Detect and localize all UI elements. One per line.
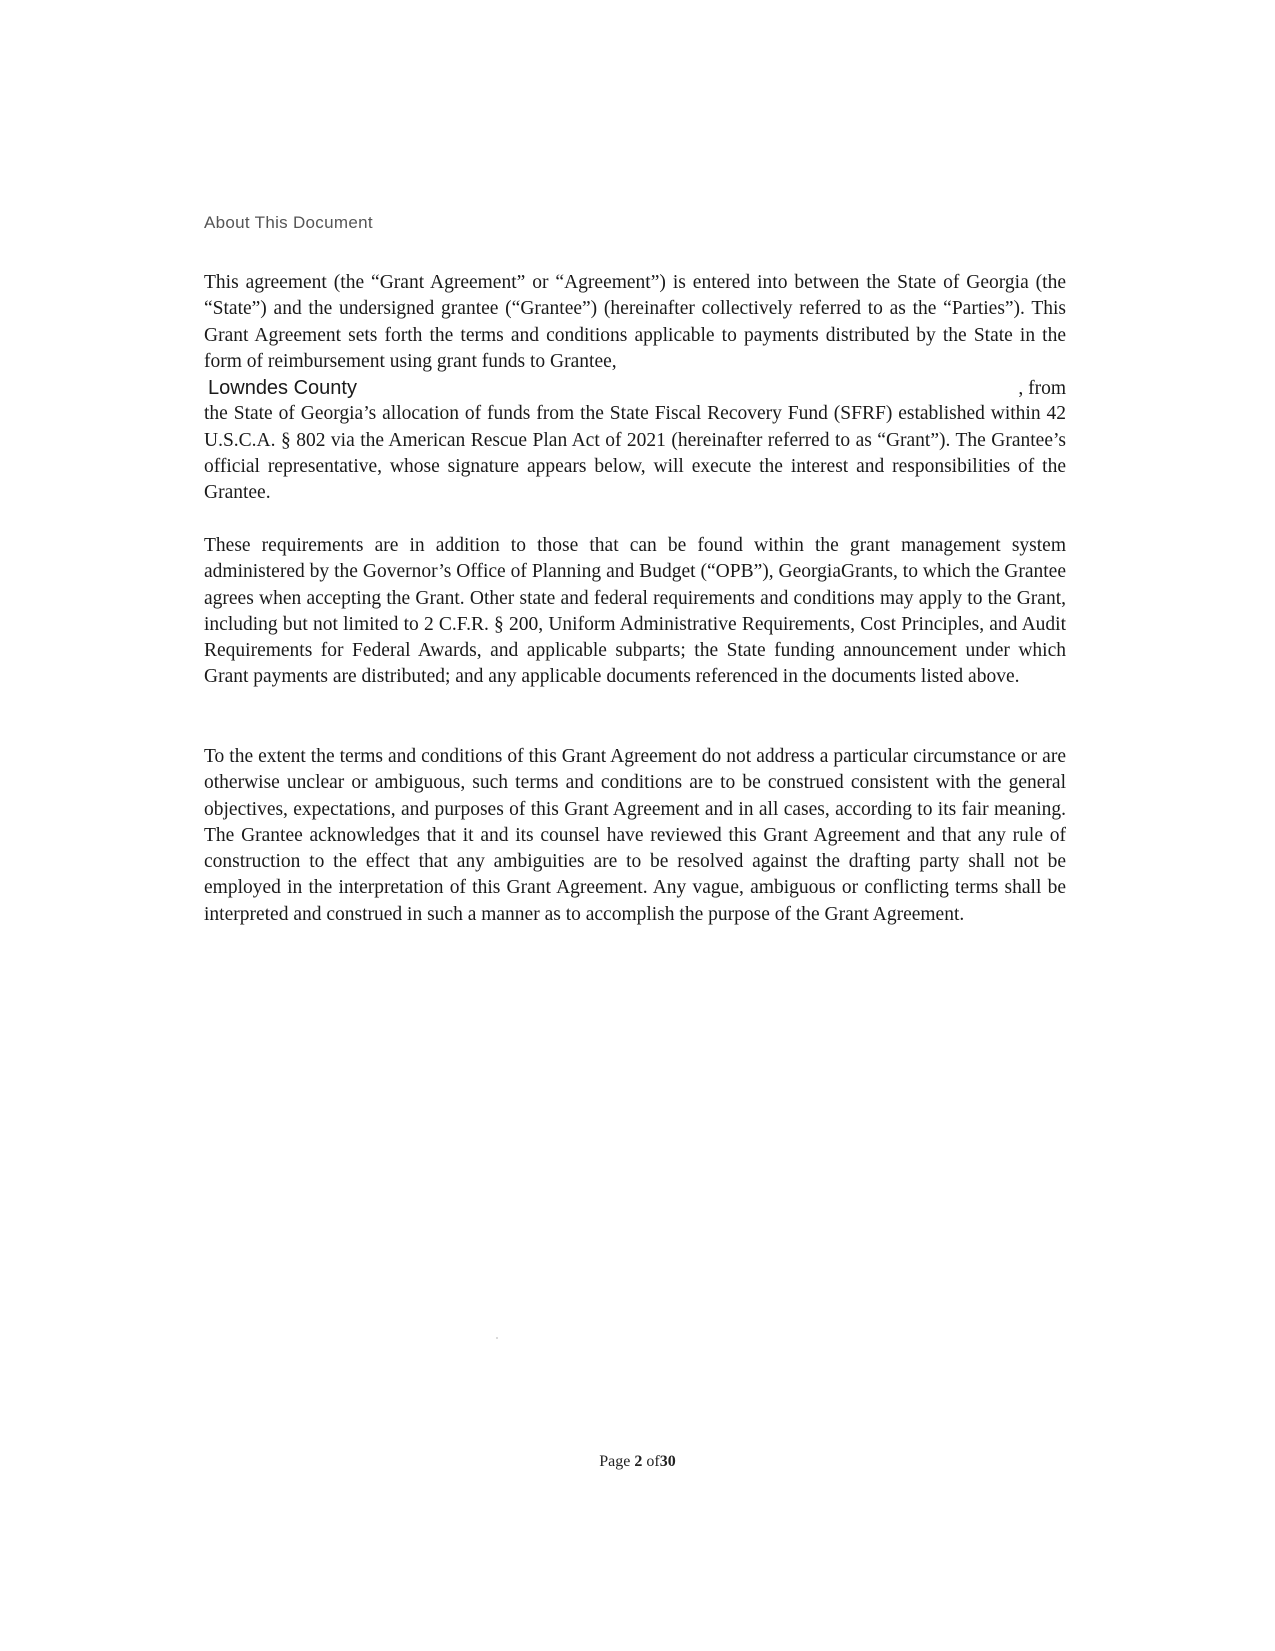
total-page-count: 30 <box>659 1453 676 1470</box>
paragraph-requirements: These requirements are in addition to those that can be found within the grant management system administered by the Governor’s Office of Planning and Budget (“OPB”), GeorgiaGrants, to which the Grantee agrees when accepting the Grant. Other state and federal requirements and conditions may apply to the Grant, including but not limited to 2 C.F.R. § 200, Uniform Administrative Requirements, Cost Principles, and Audit Requirements for Federal Awards, and applicable subparts; the State funding announcement under which Grant payments are distributed; and any applicable documents referenced in the documents listed above. <box>204 535 1066 688</box>
paragraph-agreement-intro <box>204 270 1066 507</box>
of-word: of <box>646 1453 660 1470</box>
grantee-name-line <box>204 375 1066 401</box>
paragraph-construction: To the extent the terms and conditions of this Grant Agreement do not address a particular circumstance or are otherwise unclear or ambiguous, such terms and conditions are to be construed consistent with the general objectives, expectations, and purposes of this Grant Agreement and in all cases, according to its fair meaning. The Grantee acknowledges that it and its counsel have reviewed this Grant Agreement and that any rule of construction to the effect that any ambiguities are to be resolved against the drafting party shall not be employed in the interpretation of this Grant Agreement. Any vague, ambiguous or conflicting terms shall be interpreted and construed in such a manner as to accomplish the purpose of the Grant Agreement. <box>204 746 1066 925</box>
document-heading: About This Document <box>204 213 373 232</box>
paragraph-intro-text: This agreement (the “Grant Agreement” or “Agreement”) is entered into between the State of Georgia (the “State”) and the undersigned grantee (“Grantee”) (hereinafter collectively referred to as the “Parties”). This Grant Agreement sets forth the terms and conditions applicable to payments distributed by the State in the form of reimbursement using grant funds to Grantee, <box>204 272 1066 372</box>
from-word: , from <box>1018 378 1066 400</box>
grantee-name-field: Lowndes County <box>208 377 357 400</box>
page-word: Page <box>599 1453 631 1470</box>
paragraph-intro-continuation: the State of Georgia’s allocation of funds from the State Fiscal Recovery Fund (SFRF) established within 42 U.S.C.A. § 802 via the American Rescue Plan Act of 2021 (hereinafter referred to as “Grant”). The Grantee’s official representative, whose signature appears below, will execute the interest and responsibilities of the Grantee. <box>204 403 1066 504</box>
page-footer <box>0 1453 1275 1471</box>
current-page-number: 2 <box>634 1453 643 1470</box>
scan-speck <box>496 1337 498 1339</box>
